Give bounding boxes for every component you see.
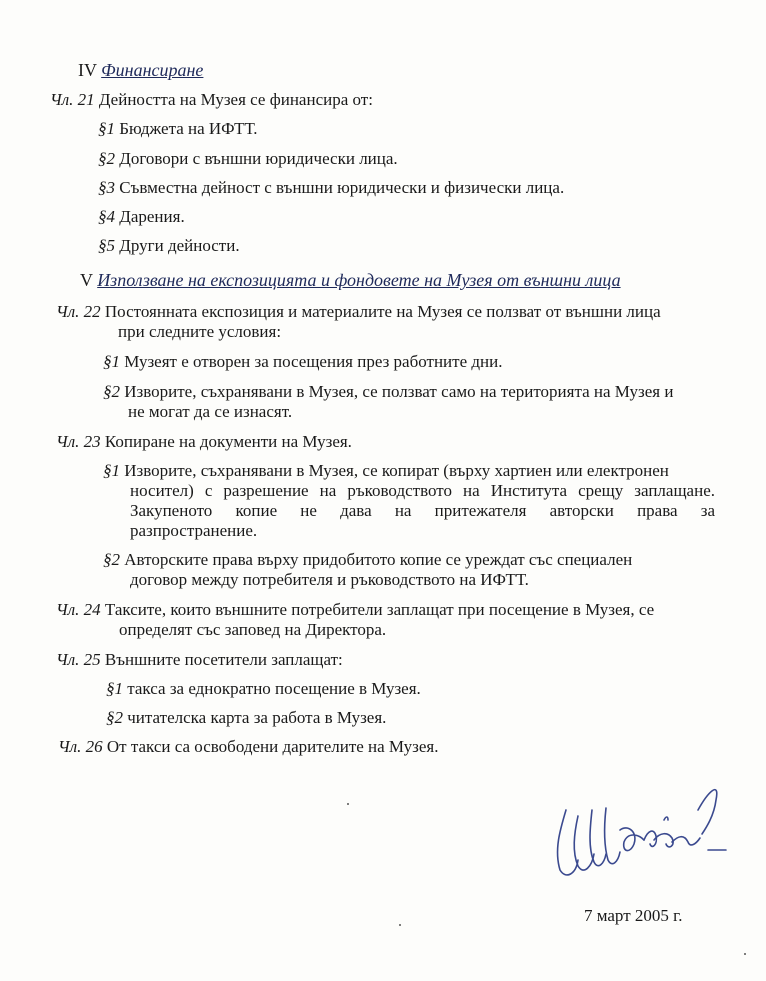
paragraph-ref: §1 <box>103 352 120 371</box>
article-ref: Чл. 21 <box>50 90 95 109</box>
article-text: От такси са освободени дарителите на Музея. <box>106 737 439 756</box>
paragraph-23-1-line-4: разпространение. <box>130 521 258 540</box>
paragraph-21-1 <box>98 119 258 139</box>
scan-speck <box>744 953 746 955</box>
article-ref: Чл. 23 <box>56 432 101 451</box>
paragraph-text-line-1: Изворите, съхранявани в Музея, се ползват само на територията на Музея и <box>124 382 674 401</box>
paragraph-ref: §1 <box>103 461 120 480</box>
article-24 <box>56 600 654 620</box>
paragraph-text: такса за еднократно посещение в Музея. <box>127 679 421 698</box>
paragraph-text-line-1: Изворите, съхранявани в Музея, се копират (върху хартиен или електронен <box>124 461 669 480</box>
section-v-heading <box>80 270 621 290</box>
paragraph-21-5 <box>98 236 240 256</box>
paragraph-text: Бюджета на ИФТТ. <box>119 119 258 138</box>
section-numeral: V <box>80 270 93 290</box>
paragraph-ref: §1 <box>106 679 123 698</box>
paragraph-ref: §2 <box>103 550 120 569</box>
paragraph-ref: §3 <box>98 178 115 197</box>
paragraph-text: читателска карта за работа в Музея. <box>127 708 387 727</box>
paragraph-text-line-1: Авторските права върху придобитото копие се уреждат със специален <box>124 550 633 569</box>
article-ref: Чл. 25 <box>56 650 101 669</box>
paragraph-25-2 <box>106 708 386 728</box>
paragraph-text: Дарения. <box>119 207 185 226</box>
article-ref: Чл. 26 <box>58 737 103 756</box>
paragraph-ref: §1 <box>98 119 115 138</box>
paragraph-text: Съвместна дейност с външни юридически и физически лица. <box>119 178 565 197</box>
paragraph-21-4 <box>98 207 185 227</box>
article-24-line-2: определят със заповед на Директора. <box>119 620 387 639</box>
paragraph-text: Договори с външни юридически лица. <box>119 149 398 168</box>
article-23 <box>56 432 352 452</box>
article-26 <box>58 737 438 757</box>
article-ref: Чл. 24 <box>56 600 101 619</box>
paragraph-23-1-line-2: носител) с разрешение на ръководството на Института срещу заплащане. <box>130 481 715 500</box>
paragraph-ref: §2 <box>103 382 120 401</box>
paragraph-text: Музеят е отворен за посещения през работните дни. <box>124 352 503 371</box>
paragraph-21-3 <box>98 178 564 198</box>
paragraph-25-1 <box>106 679 421 699</box>
article-22 <box>56 302 661 322</box>
paragraph-ref: §2 <box>98 149 115 168</box>
paragraph-23-1-line-3: Закупеното копие не дава на притежателя авторски права за <box>130 501 715 520</box>
paragraph-text: Други дейности. <box>119 236 240 255</box>
paragraph-22-2-line-2: не могат да се изнасят. <box>128 402 293 421</box>
section-iv-heading <box>78 60 203 80</box>
article-25 <box>56 650 343 670</box>
paragraph-ref: §2 <box>106 708 123 727</box>
paragraph-22-2 <box>103 382 673 402</box>
paragraph-ref: §4 <box>98 207 115 226</box>
paragraph-21-2 <box>98 149 398 169</box>
section-title: Финансиране <box>101 60 204 80</box>
article-text-line-1: Таксите, които външните потребители заплащат при посещение в Музея, се <box>104 600 655 619</box>
paragraph-23-2-line-2: договор между потребителя и ръководството на ИФТТ. <box>130 570 529 589</box>
article-text: Копиране на документи на Музея. <box>104 432 352 451</box>
article-text: Външните посетители заплащат: <box>104 650 343 669</box>
scan-speck <box>399 924 401 926</box>
paragraph-23-1 <box>103 461 669 481</box>
handwritten-signature <box>548 770 738 890</box>
article-21 <box>50 90 373 110</box>
section-numeral: IV <box>78 60 97 80</box>
paragraph-22-1 <box>103 352 502 372</box>
article-22-line-2: при следните условия: <box>118 322 282 341</box>
paragraph-ref: §5 <box>98 236 115 255</box>
article-text: Дейността на Музея се финансира от: <box>98 90 373 109</box>
article-text-line-1: Постоянната експозиция и материалите на Музея се ползват от външни лица <box>104 302 661 321</box>
section-title: Използване на експозицията и фондовете на Музея от външни лица <box>97 270 621 290</box>
article-ref: Чл. 22 <box>56 302 101 321</box>
paragraph-23-2 <box>103 550 632 570</box>
scan-speck <box>347 803 349 805</box>
document-date: 7 март 2005 г. <box>584 906 683 925</box>
